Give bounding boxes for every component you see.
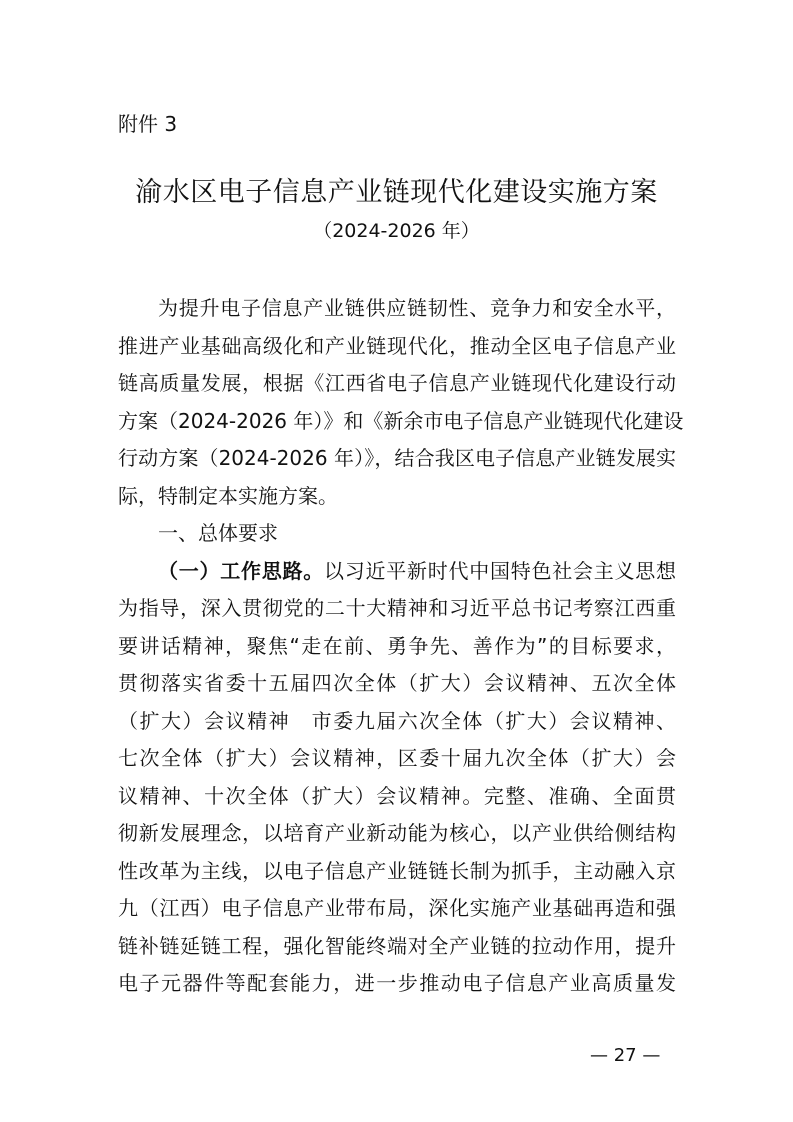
document-subtitle: （2024-2026 年） [313,220,480,242]
paragraph-line: 方案（2024-2026 年）》和《新余市电子信息产业链现代化建设 [118,408,684,433]
paragraph-line: 电子元器件等配套能力，进一步推动电子信息产业高质量发 [118,971,676,995]
paragraph-line: 链补链延链工程，强化智能终端对全产业链的拉动作用，提升 [118,933,676,958]
paragraph-line: 彻新发展理念，以培育产业新动能为核心，以产业供给侧结构 [118,821,676,845]
paragraph-text: 以习近平新时代中国特色社会主义思想 [324,558,676,583]
paragraph-line: 为提升电子信息产业链供应链韧性、竞争力和安全水平， [158,296,676,320]
paragraph-line: 贯彻落实省委十五届四次全体（扩大）会议精神、五次全体 [118,671,676,695]
paragraph-line: 性改革为主线，以电子信息产业链链长制为抓手，主动融入京 [118,858,676,883]
page-number: — 27 — [590,1045,661,1066]
paragraph-line [118,553,676,591]
paragraph-line: 推进产业基础高级化和产业链现代化，推动全区电子信息产业 [118,333,676,358]
document-title: 渝水区电子信息产业链现代化建设实施方案 [135,177,658,208]
paragraph-line: （扩大）会议精神 市委九届六次全体（扩大）会议精神、 [118,708,676,733]
document-body [118,290,684,1003]
paragraph-line: 为指导，深入贯彻党的二十大精神和习近平总书记考察江西重 [118,596,676,620]
subsection-heading: （一）工作思路。 [158,558,324,583]
paragraph-line: 行动方案（2024-2026 年）》，结合我区电子信息产业链发展实 [118,446,676,470]
paragraph-line: 际，特制定本实施方案。 [118,483,338,508]
paragraph-line: 九（江西）电子信息产业带布局，深化实施产业基础再造和强 [118,896,676,920]
paragraph-line: 议精神、十次全体（扩大）会议精神。完整、准确、全面贯 [118,783,676,808]
paragraph-line: 七次全体（扩大）会议精神，区委十届九次全体（扩大）会 [118,746,676,770]
section-heading: 一、总体要求 [158,521,278,545]
paragraph-line: 要讲话精神，聚焦“走在前、勇争先、善作为”的目标要求， [118,633,676,658]
attachment-label: 附件 3 [118,112,178,136]
paragraph-line: 链高质量发展，根据《江西省电子信息产业链现代化建设行动 [118,371,676,395]
